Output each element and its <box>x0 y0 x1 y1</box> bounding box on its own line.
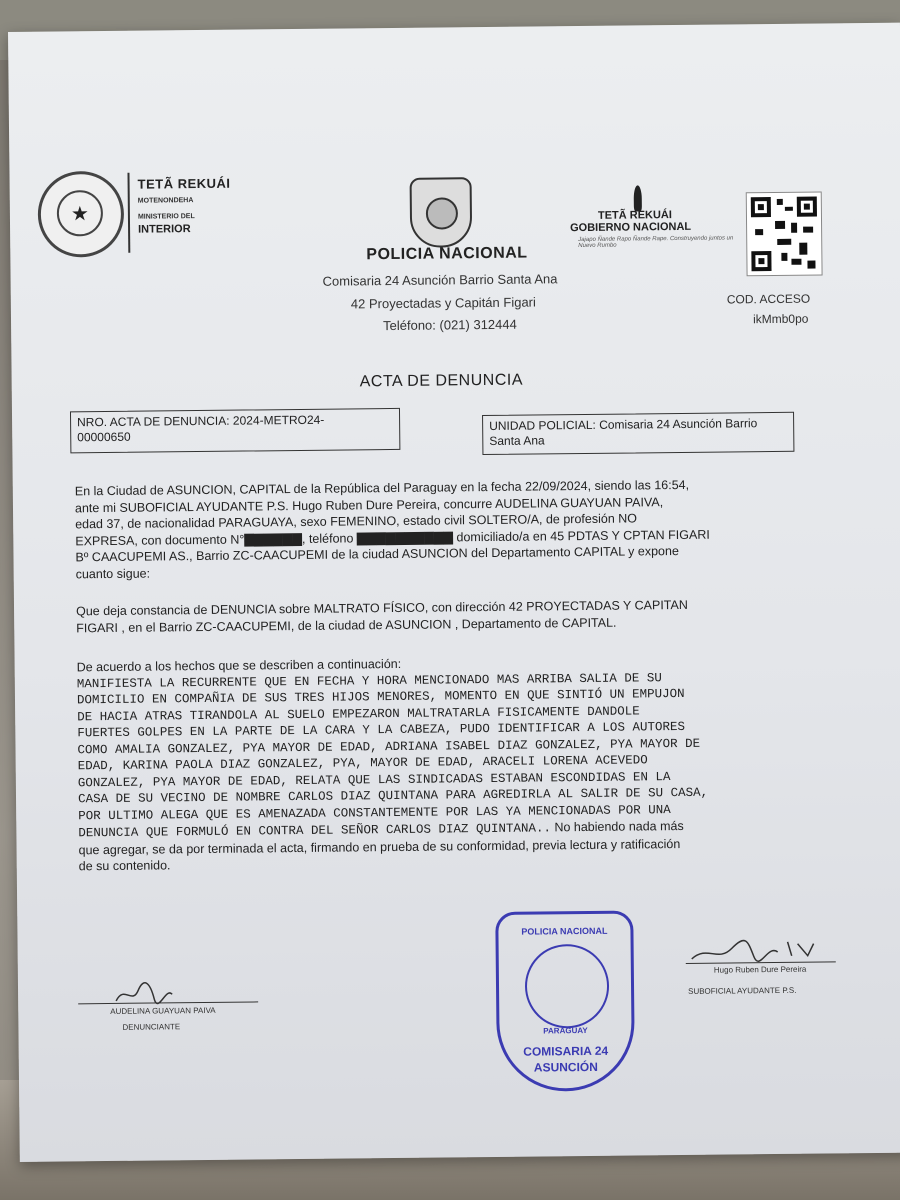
narrative-line: FUERTES GOLPES EN LA PARTE DE LA CARA Y LA CABEZA, PUDO IDENTIFICAR A LOS AUTORES <box>77 719 685 741</box>
ministry-label: MINISTERIO DEL <box>137 213 195 221</box>
access-code-value: ikMmb0po <box>752 311 809 327</box>
narrative-line: DENUNCIA QUE FORMULÓ EN CONTRA DEL SEÑOR CARLOS DIAZ QUINTANA.. <box>78 821 552 841</box>
narrative-line: DE HACIA ATRAS TIRANDOLA AL SUELO EMPEZARON MALTRATARLA FISICAMENTE DANDOLE <box>77 703 640 724</box>
officer-name: Hugo Ruben Dure Pereira <box>713 964 807 975</box>
narrative-line: POR ULTIMO ALEGA QUE ES AMENAZADA CONSTANTEMENTE POR LAS YA MENCIONADAS POR UNA <box>78 802 671 823</box>
institution-title: POLICIA NACIONAL <box>366 244 528 264</box>
police-unit-box <box>482 412 794 455</box>
police-badge-icon <box>410 177 473 248</box>
narrative-line: EDAD, KARINA PAOLA DIAZ GONZALEZ, PYA, MAYOR DE EDAD, ARACELI LORENA ACEVEDO <box>77 753 648 774</box>
report-number-line2: 00000650 <box>77 429 131 445</box>
stamp-city: ASUNCIÓN <box>533 1059 598 1075</box>
government-logo-title: TETÃ REKUÁI <box>597 209 672 222</box>
intro-paragraph <box>75 475 851 582</box>
national-seal-icon: ★ <box>37 171 124 258</box>
access-code-label: COD. ACCESO <box>726 291 811 307</box>
text-line: En la Ciudad de ASUNCION, CAPITAL de la República del Paraguay en la fecha 22/09/2024, siendo las 16:54, <box>74 477 690 499</box>
text-line: FIGARI , en el Barrio ZC-CAACUPEMI, de la ciudad de ASUNCION , Departamento de CAPITAL. <box>76 615 617 635</box>
complaint-paragraph <box>76 595 851 636</box>
stamp-emblem-icon <box>525 944 610 1029</box>
narrative-line: COMO AMALIA GONZALEZ, PYA MAYOR DE EDAD, ADRIANA ISABEL DIAZ GONZALEZ, PYA MAYOR DE <box>77 736 701 757</box>
narrative-line: CASA DE SU VECINO DE NOMBRE CARLOS DIAZ QUINTANA PARA AGREDIRLA AL SALIR DE SU CASA, <box>77 785 709 807</box>
narrative-line: DOMICILIO EN COMPAÑIA DE SUS TRES HIJOS MENORES, MOMENTO EN QUE SINTIÓ UN EMPUJON <box>76 686 685 708</box>
police-unit-line1: UNIDAD POLICIAL: Comisaria 24 Asunción Barrio <box>489 416 758 433</box>
document-title: ACTA DE DENUNCIA <box>359 371 524 391</box>
stamp-station: COMISARIA 24 <box>523 1043 609 1059</box>
document-paper <box>8 23 900 1162</box>
qr-code-icon <box>746 191 823 276</box>
police-stamp <box>495 911 635 1092</box>
facts-paragraph <box>77 651 854 875</box>
complainant-role: DENUNCIANTE <box>122 1022 181 1032</box>
officer-role: SUBOFICIAL AYUDANTE P.S. <box>688 985 797 996</box>
ministry-logo-title: TETÃ REKUÁI <box>137 175 231 192</box>
narrative-line: GONZALEZ, PYA MAYOR DE EDAD, RELATA QUE LAS SINDICADAS ESTABAN ESCONDIDAS EN LA <box>77 769 671 790</box>
closing-inline: No habiendo nada más <box>550 818 684 835</box>
station-address-line1: Comisaria 24 Asunción Barrio Santa Ana <box>322 271 558 289</box>
facts-intro: De acuerdo a los hechos que se describen a continuación: <box>76 656 402 675</box>
complainant-name: AUDELINA GUAYUAN PAIVA <box>110 1005 216 1016</box>
stamp-country: PARAGUAY <box>543 1025 588 1036</box>
narrative-line: MANIFIESTA LA RECURRENTE QUE EN FECHA Y HORA MENCIONADO MAS ARRIBA SALIA DE SU <box>76 670 662 691</box>
government-flame-icon <box>634 185 642 211</box>
station-address-line2: 42 Proyectadas y Capitán Figari <box>350 294 536 312</box>
text-line: Que deja constancia de DENUNCIA sobre MALTRATO FÍSICO, con dirección 42 PROYECTADAS Y CAPITAN <box>75 597 688 619</box>
ministry-name: INTERIOR <box>138 223 191 236</box>
text-line: Bº CAACUPEMI AS., Barrio ZC-CAACUPEMI de la ciudad ASUNCION del Departamento CAPITAL y expone <box>75 544 679 565</box>
government-logo-name: GOBIERNO NACIONAL <box>570 220 692 235</box>
text-line: EXPRESA, con documento N°▇▇▇▇▇▇, teléfono ▇▇▇▇▇▇▇▇▇▇ domiciliado/a en 45 PDTAS Y CPTAN FIGARI <box>75 527 710 548</box>
logo-divider <box>127 173 130 253</box>
closing-line: de su contenido. <box>78 858 171 874</box>
report-number-box <box>70 408 400 453</box>
text-line: edad 37, de nacionalidad PARAGUAYA, sexo FEMENINO, estado civil SOLTERO/A, de profesión NO <box>75 511 638 532</box>
ministry-logo-subtitle: MOTENONDEHA <box>137 197 194 205</box>
stamp-top-text: POLICIA NACIONAL <box>521 925 608 937</box>
closing-line: que agregar, se da por terminada el acta, firmando en prueba de su conformidad, previa lectura y ratificación <box>78 836 681 857</box>
police-unit-line2: Santa Ana <box>489 433 545 448</box>
government-logo-slogan: Jajapo Ñande Rapo Ñande Rape. Construyendo juntos un Nuevo Rumbo <box>578 235 734 250</box>
text-line: ante mi SUBOFICIAL AYUDANTE P.S. Hugo Ruben Dure Pereira, concurre AUDELINA GUAYUAN PAIVA, <box>74 494 664 515</box>
station-phone: Teléfono: (021) 312444 <box>383 316 517 334</box>
text-line: cuanto sigue: <box>75 566 151 581</box>
report-number-line1: NRO. ACTA DE DENUNCIA: 2024-METRO24- <box>77 412 325 430</box>
